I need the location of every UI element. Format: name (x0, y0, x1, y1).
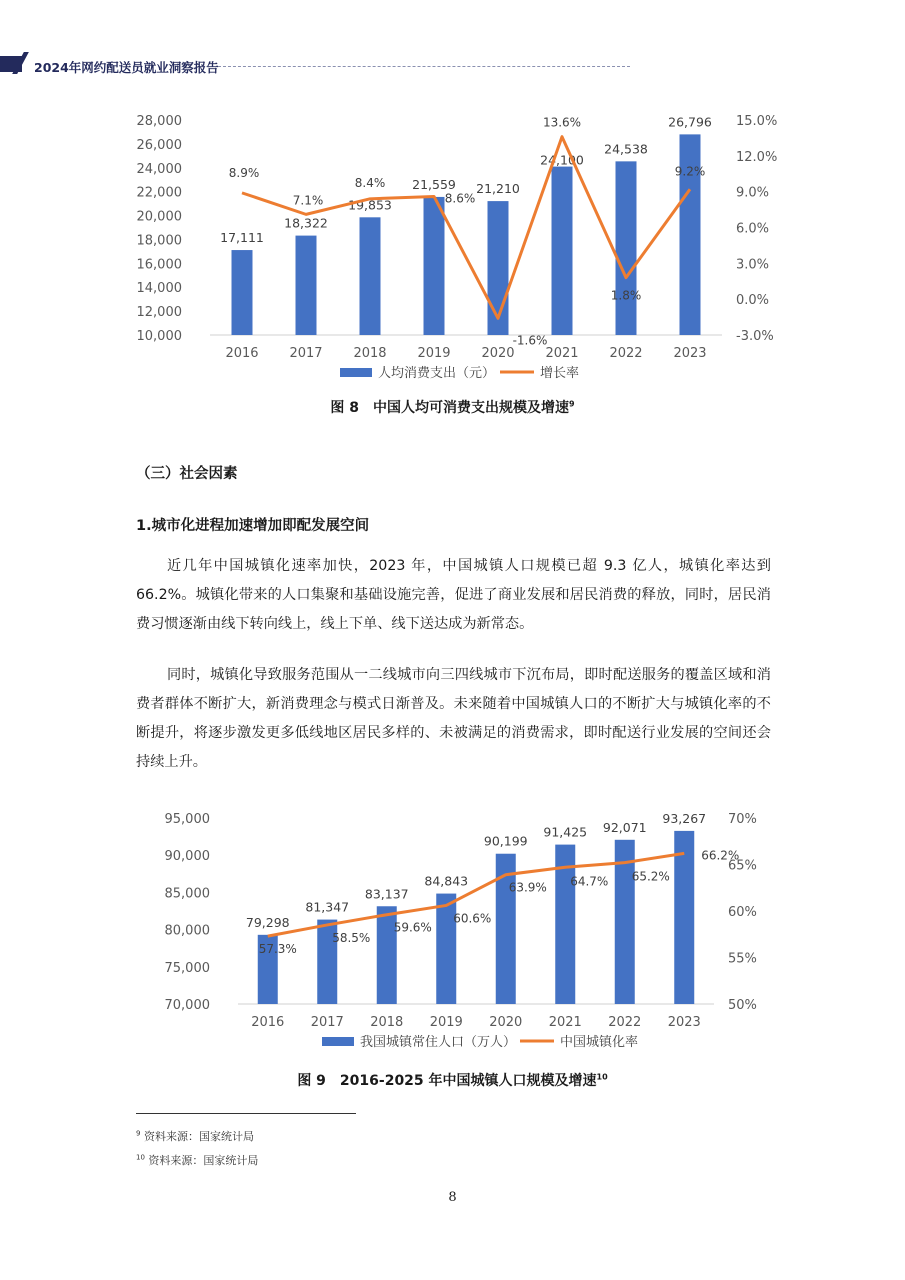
bar (552, 167, 573, 335)
legend-line-label: 增长率 (540, 366, 580, 381)
line-data-label: 63.9% (508, 880, 547, 895)
bar-data-label: 24,100 (540, 152, 584, 168)
bar (616, 161, 637, 335)
bar-data-label: 21,210 (476, 181, 520, 197)
bar-data-label: 83,137 (364, 886, 409, 902)
left-axis-tick-label: 90,000 (164, 849, 210, 865)
legend-bar-label: 人均消费支出（元） (378, 366, 496, 381)
left-axis-tick-label: 22,000 (136, 185, 182, 201)
line-data-label: 58.5% (332, 930, 371, 945)
footnote-10-text: 资料来源：国家统计局 (148, 1154, 259, 1167)
line-data-label: 8.9% (228, 165, 260, 180)
left-axis-tick-label: 24,000 (136, 161, 182, 177)
line-data-label: 8.4% (354, 175, 386, 190)
right-axis-tick-label: 0.0% (736, 293, 770, 309)
left-axis-tick-label: 80,000 (164, 923, 210, 939)
legend-bar-swatch (322, 1037, 354, 1046)
bar-data-label: 21,559 (412, 176, 456, 192)
x-axis-tick-label: 2018 (370, 1015, 404, 1030)
x-axis-tick-label: 2017 (289, 346, 323, 361)
line-data-label: 66.2% (701, 848, 740, 863)
x-axis-tick-label: 2023 (667, 1015, 701, 1030)
x-axis-tick-label: 2021 (545, 346, 579, 361)
bar-data-label: 90,199 (483, 833, 528, 849)
chart9-footnote-ref: 10 (596, 1072, 608, 1082)
chart8-caption-text: 图 8 中国人均可消费支出规模及增速 (330, 400, 570, 416)
bar-data-label: 81,347 (305, 899, 350, 915)
paragraph-1: 近几年中国城镇化速率加快，2023 年，中国城镇人口规模已超 9.3 亿人，城镇化率达到 66.2%。城镇化带来的人口集聚和基础设施完善，促进了商业发展和居民消费的释放，同时，居民消费习惯逐渐由线下转向线上，线上下单、线下送达成为新常态。 (136, 558, 771, 632)
line-data-label: 9.2% (674, 164, 706, 179)
x-axis-tick-label: 2017 (310, 1015, 344, 1030)
chart9-caption-text: 图 9 2016-2025 年中国城镇人口规模及增速 (297, 1073, 597, 1089)
legend-bar-swatch (340, 368, 372, 377)
bar-data-label: 18,322 (284, 215, 328, 231)
bar (360, 217, 381, 335)
footnote-9 (136, 1128, 254, 1144)
line-data-label: 1.8% (610, 288, 642, 303)
x-axis-tick-label: 2022 (609, 346, 643, 361)
line-data-label: 13.6% (542, 115, 582, 130)
bar-data-label: 91,425 (543, 824, 588, 840)
left-axis-tick-label: 18,000 (136, 233, 182, 249)
right-axis-tick-label: -3.0% (736, 329, 774, 344)
line-data-label: -1.6% (512, 333, 548, 348)
x-axis-tick-label: 2018 (353, 346, 387, 361)
line-data-label: 7.1% (292, 193, 324, 208)
left-axis-tick-label: 85,000 (164, 886, 210, 902)
bar-data-label: 26,796 (668, 114, 712, 130)
bar-data-label: 17,111 (220, 230, 264, 246)
header-title: 2024年网约配送员就业洞察报告 (34, 60, 219, 75)
urbanization-chart (0, 803, 905, 1063)
bar (232, 250, 253, 335)
header-rule (218, 66, 630, 67)
left-axis-tick-label: 10,000 (136, 329, 182, 344)
right-axis-tick-label: 60% (728, 905, 757, 920)
right-axis-tick-label: 15.0% (736, 114, 778, 129)
chart8-caption (0, 397, 905, 417)
bar (436, 894, 456, 1004)
subsection-heading: 1.城市化进程加速增加即配发展空间 (136, 518, 370, 534)
chart9-caption (0, 1070, 905, 1090)
x-axis-tick-label: 2021 (548, 1015, 582, 1030)
bar (296, 236, 317, 335)
left-axis-tick-label: 26,000 (136, 137, 182, 153)
footnote-9-num: 9 (136, 1129, 141, 1138)
left-axis-tick-label: 70,000 (164, 998, 210, 1013)
bar (674, 831, 694, 1004)
left-axis-tick-label: 75,000 (164, 960, 210, 976)
bar-data-label: 93,267 (662, 810, 707, 826)
legend-line-label: 中国城镇化率 (560, 1035, 639, 1050)
line-data-label: 60.6% (453, 911, 492, 926)
line-data-label: 57.3% (258, 942, 297, 957)
paragraph-2: 同时，城镇化导致服务范围从一二线城市向三四线城市下沉布局，即时配送服务的覆盖区域和消费者群体不断扩大，新消费理念与模式日渐普及。未来随着中国城镇人口的不断扩大与城镇化率的不断提升，将逐步激发更多低线地区居民多样的、未被满足的消费需求，即时配送行业发展的空间还会持续上升。 (136, 667, 771, 770)
right-axis-tick-label: 9.0% (736, 185, 770, 201)
x-axis-tick-label: 2020 (481, 346, 515, 361)
bar-data-label: 79,298 (245, 914, 290, 930)
right-axis-tick-label: 12.0% (736, 149, 778, 165)
left-axis-tick-label: 16,000 (136, 257, 182, 273)
footnote-9-text: 资料来源：国家统计局 (143, 1130, 254, 1143)
line-data-label: 65.2% (631, 869, 670, 884)
bar-data-label: 24,538 (604, 141, 648, 157)
left-axis-tick-label: 20,000 (136, 209, 182, 225)
bar (424, 197, 445, 335)
x-axis-tick-label: 2020 (489, 1015, 523, 1030)
right-axis-tick-label: 3.0% (736, 257, 770, 273)
left-axis-tick-label: 95,000 (164, 812, 210, 827)
chart8-footnote-ref: 9 (569, 399, 575, 409)
x-axis-tick-label: 2022 (608, 1015, 642, 1030)
left-axis-tick-label: 12,000 (136, 305, 182, 321)
x-axis-tick-label: 2019 (417, 346, 451, 361)
left-axis-tick-label: 14,000 (136, 281, 182, 297)
line-data-label: 59.6% (393, 920, 432, 935)
legend-bar-label: 我国城镇常住人口（万人） (360, 1035, 517, 1050)
right-axis-tick-label: 65% (728, 858, 757, 874)
footnote-rule (136, 1113, 356, 1114)
right-axis-tick-label: 50% (728, 998, 757, 1013)
section-heading: （三）社会因素 (136, 466, 238, 482)
consumption-chart (0, 100, 905, 390)
right-axis-tick-label: 70% (728, 812, 757, 827)
x-axis-tick-label: 2023 (673, 346, 707, 361)
page-number: 8 (448, 1190, 457, 1205)
bar-data-label: 19,853 (348, 197, 392, 213)
right-axis-tick-label: 6.0% (736, 221, 770, 237)
bar-data-label: 84,843 (424, 873, 469, 889)
x-axis-tick-label: 2016 (251, 1015, 285, 1030)
footnote-10-num: 10 (136, 1153, 145, 1162)
left-axis-tick-label: 28,000 (136, 114, 182, 129)
bar-data-label: 92,071 (602, 819, 647, 835)
x-axis-tick-label: 2019 (429, 1015, 463, 1030)
x-axis-tick-label: 2016 (225, 346, 259, 361)
line-data-label: 8.6% (444, 191, 476, 206)
right-axis-tick-label: 55% (728, 951, 757, 967)
line-data-label: 64.7% (570, 874, 609, 889)
footnote-10 (136, 1152, 258, 1168)
